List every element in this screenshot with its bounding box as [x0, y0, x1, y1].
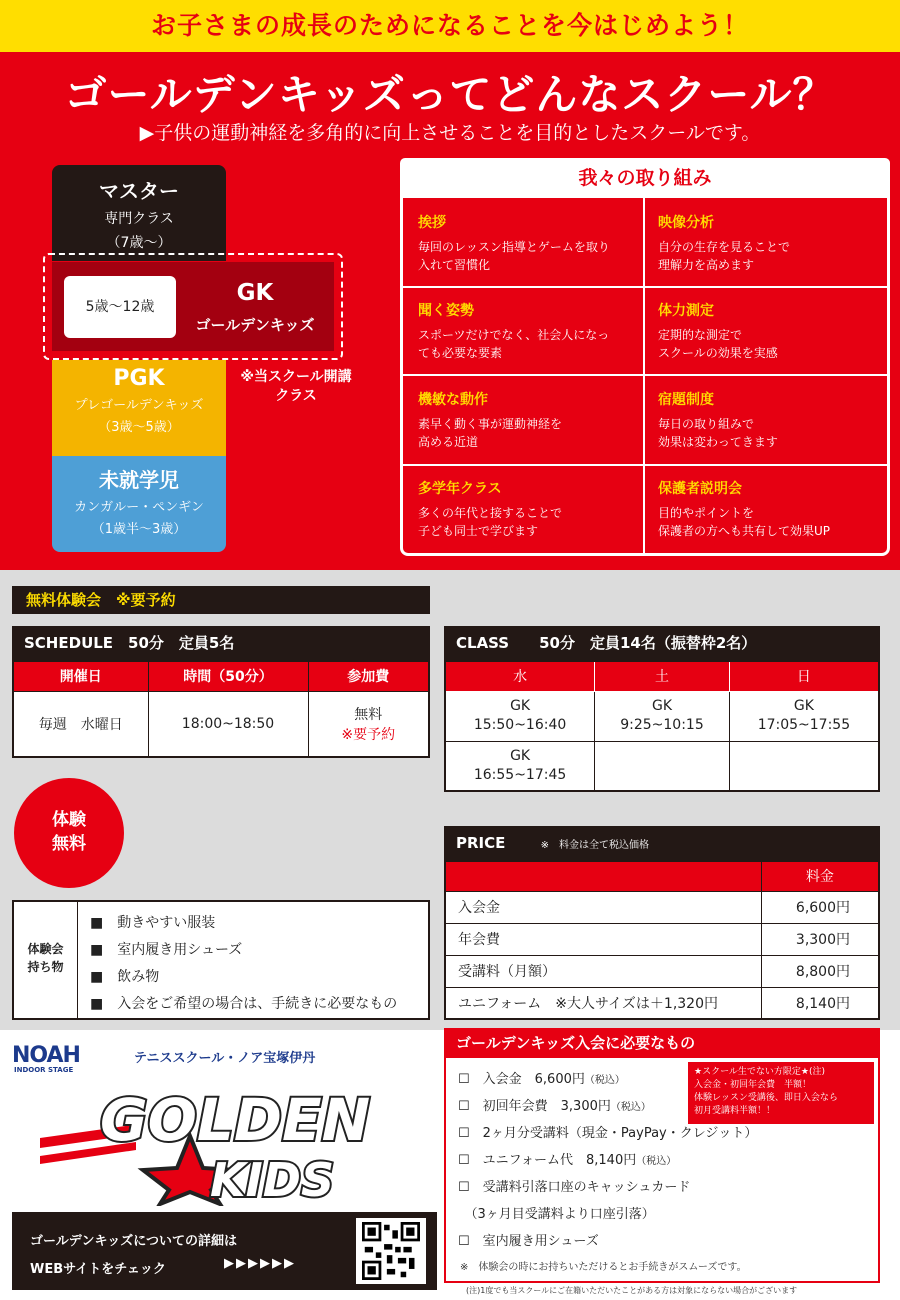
initiative-heading: 機敏な動作	[418, 392, 488, 408]
class-preschool-age: （1歳半～3歳）	[91, 522, 187, 537]
requirement-text: ☐ 2ヶ月分受講料（現金・PayPay・クレジット）	[458, 1126, 758, 1141]
class-master-name: マスター	[99, 179, 179, 203]
class-slot	[729, 741, 879, 791]
logo-word-golden: GOLDEN	[100, 1086, 371, 1154]
qr-code-icon	[360, 1222, 422, 1280]
class-pgk-age: （3歳～5歳）	[98, 420, 180, 435]
class-master	[52, 165, 226, 261]
initiative-desc: 多くの年代と接することで	[418, 506, 563, 520]
school-name: テニススクール・ノア宝塚伊丹	[134, 1051, 316, 1066]
schedule-day: 毎週 水曜日	[13, 691, 148, 757]
schedule-fee-cell	[308, 691, 429, 757]
open-class-note: ※当スクール開講クラス	[240, 369, 352, 404]
requirement-text: ☐ 受講料引落口座のキャッシュカード	[458, 1180, 691, 1195]
initiatives-title: 我々の取り組み	[400, 158, 890, 198]
initiative-desc: スポーツだけでなく、社会人になっ	[418, 328, 610, 342]
price-label: 受講料（月額）	[445, 955, 761, 987]
price-col: 料金	[761, 861, 879, 891]
class-preschool	[52, 456, 226, 552]
bottom-note: (注)1度でも当スクールにご在籍いただいたことがある方は対象にならない場合がございます	[466, 1286, 798, 1295]
initiative-desc: 毎日の取り組みで	[658, 417, 755, 431]
promo-line: ★スクール生でない方限定★(注)	[694, 1067, 825, 1077]
class-gk-age: 5歳～12歳	[64, 276, 176, 338]
class-slot	[445, 741, 595, 791]
belongings-item: ■ 室内履き用シューズ	[90, 942, 243, 958]
initiative-item	[418, 300, 650, 382]
class-master-desc: 専門クラス	[104, 211, 174, 227]
class-table-col: 土	[595, 661, 730, 691]
requirement-text: ☐ 室内履き用シューズ	[458, 1234, 599, 1249]
noah-logo-sub: INDOOR STAGE	[14, 1066, 74, 1074]
requirement-text: ☐ ユニフォーム代 8,140円	[458, 1153, 637, 1168]
price-note: ※ 料金は全て税込価格	[540, 840, 650, 851]
class-slot-name: GK	[793, 698, 814, 714]
requirement-text: （3ヶ月目受講料より口座引落）	[458, 1207, 655, 1222]
requirements-footnote: ※ 体験会の時にお持ちいただけるとお手続きがスムーズです。	[460, 1262, 747, 1273]
initiative-heading: 挨拶	[418, 215, 446, 231]
requirement-note: （税込）	[584, 1075, 625, 1086]
promo-box	[688, 1062, 874, 1124]
initiative-item	[658, 300, 890, 382]
class-gk-code: GK	[236, 280, 274, 306]
initiative-desc: 効果は変わってきます	[658, 435, 778, 449]
class-slot-time: 9:25~10:15	[620, 717, 704, 733]
initiative-item	[418, 212, 650, 294]
initiative-desc: 入れて習慣化	[418, 258, 491, 272]
schedule-fee: 無料	[354, 706, 383, 723]
initiative-desc: ても必要な要素	[418, 346, 503, 360]
price-value: 6,600円	[761, 891, 879, 923]
noah-logo: NOAH	[12, 1043, 80, 1068]
initiative-desc: 目的やポイントを	[658, 506, 755, 520]
top-banner: お子さまの成長のためになることを今はじめよう！	[0, 0, 900, 52]
requirement-item	[458, 1095, 651, 1114]
initiative-desc: 保護者の方へも共有して効果UP	[658, 524, 831, 538]
price-value: 3,300円	[761, 923, 879, 955]
class-slot-time: 16:55~17:45	[473, 766, 567, 783]
requirement-item	[458, 1068, 625, 1087]
web-arrows: ▶▶▶▶▶▶	[224, 1256, 296, 1271]
class-preschool-desc: カンガルー・ペンギン	[74, 500, 204, 515]
class-gk-name: ゴールデンキッズ	[195, 316, 315, 334]
belongings-item: ■ 入会をご希望の場合は、手続きに必要なもの	[90, 996, 398, 1012]
class-pgk-code: PGK	[113, 366, 165, 391]
initiative-desc: 素早く動く事が運動神経を	[418, 417, 563, 431]
belongings-label	[14, 902, 78, 1018]
belongings-label-line: 持ち物	[27, 960, 64, 974]
initiative-desc: 毎回のレッスン指導とゲームを取り	[418, 240, 610, 254]
price-col-blank	[445, 861, 761, 891]
price-table	[444, 826, 880, 1020]
hero-subtitle: ▶子供の運動神経を多角的に向上させることを目的としたスクールです。	[139, 122, 761, 144]
initiative-desc: 定期的な測定で	[658, 328, 743, 342]
schedule-col: 参加費	[308, 661, 429, 691]
class-pgk-name: プレゴールデンキッズ	[74, 398, 204, 413]
promo-line: 体験レッスン受講後、即日入会なら	[694, 1093, 838, 1103]
price-header	[444, 826, 880, 860]
free-trial-badge	[14, 778, 124, 888]
belongings-label-line: 体験会	[27, 942, 64, 956]
price-label: 入会金	[445, 891, 761, 923]
requirement-item	[458, 1203, 655, 1222]
initiative-item	[418, 478, 650, 560]
belongings-item: ■ 飲み物	[90, 969, 160, 985]
hero-title: ゴールデンキッズってどんなスクール？	[64, 70, 836, 119]
initiative-heading: 体力測定	[658, 303, 714, 319]
initiative-item	[418, 389, 650, 471]
requirement-item	[458, 1176, 690, 1195]
initiative-heading: 聞く姿勢	[418, 303, 474, 319]
schedule-header: SCHEDULE 50分 定員5名	[12, 626, 430, 660]
class-table-col: 日	[729, 661, 879, 691]
requirement-item	[458, 1122, 757, 1141]
trial-title: 無料体験会 ※要予約	[12, 586, 430, 614]
promo-line: 入会金・初回年会費 半額！	[694, 1080, 812, 1090]
initiative-desc: 理解力を高めます	[658, 258, 755, 272]
class-slot-time: 15:50~16:40	[473, 717, 567, 733]
requirement-text: ☐ 入会金 6,600円	[458, 1072, 585, 1087]
requirement-note: （税込）	[610, 1102, 651, 1113]
logo-word-kids: KIDS	[210, 1153, 335, 1206]
requirements-title: ゴールデンキッズ入会に必要なもの	[444, 1028, 880, 1058]
schedule-col: 時間（50分）	[148, 661, 308, 691]
class-pgk	[52, 360, 226, 456]
initiative-item	[658, 478, 890, 560]
price-value: 8,800円	[761, 955, 879, 987]
class-slot	[595, 691, 730, 741]
qr-code[interactable]	[356, 1218, 426, 1284]
schedule-col: 開催日	[13, 661, 148, 691]
schedule-table	[12, 626, 430, 758]
class-slot-name: GK	[510, 747, 531, 764]
free-trial-badge-line: 無料	[52, 834, 86, 854]
class-table-header: CLASS 50分 定員14名（振替枠2名）	[444, 626, 880, 660]
initiative-desc: スクールの効果を実感	[658, 346, 778, 360]
price-value: 8,140円	[761, 987, 879, 1019]
class-slot	[729, 691, 879, 741]
requirement-item	[458, 1230, 599, 1249]
requirement-note: （税込）	[636, 1156, 677, 1167]
golden-kids-logo	[40, 1078, 380, 1206]
promo-line: 初月受講料半額！！	[694, 1106, 776, 1116]
price-title: PRICE	[456, 834, 506, 852]
initiative-heading: 宿題制度	[658, 392, 714, 408]
requirement-item	[458, 1149, 676, 1168]
initiative-item	[658, 389, 890, 471]
price-label: ユニフォーム ※大人サイズは＋1,320円	[445, 987, 761, 1019]
class-preschool-name: 未就学児	[99, 468, 179, 492]
schedule-time: 18:00~18:50	[148, 691, 308, 757]
class-master-age: （7歳～）	[106, 235, 172, 251]
initiative-heading: 保護者説明会	[658, 481, 742, 497]
initiative-desc: 高める近道	[418, 435, 479, 449]
class-slot	[595, 741, 730, 791]
class-slot-time: 17:05~17:55	[757, 717, 851, 733]
class-slot-name: GK	[510, 698, 531, 714]
price-label: 年会費	[445, 923, 761, 955]
initiative-heading: 多学年クラス	[418, 481, 502, 497]
belongings-item: ■ 動きやすい服装	[90, 915, 216, 931]
initiative-item	[658, 212, 890, 294]
requirement-text: ☐ 初回年会費 3,300円	[458, 1099, 611, 1114]
class-slot-name: GK	[651, 698, 672, 714]
initiative-desc: 自分の生存を見ることで	[658, 240, 791, 254]
schedule-fee-note: ※要予約	[341, 726, 396, 743]
initiative-desc: 子ども同士で学びます	[418, 524, 539, 538]
class-table-col: 水	[445, 661, 595, 691]
class-table	[444, 626, 880, 792]
free-trial-badge-line: 体験	[52, 810, 86, 830]
class-slot	[445, 691, 595, 741]
web-info-line: ゴールデンキッズについての詳細は	[30, 1234, 237, 1249]
web-info-link[interactable]: WEBサイトをチェック	[30, 1262, 166, 1277]
initiative-heading: 映像分析	[658, 215, 714, 231]
